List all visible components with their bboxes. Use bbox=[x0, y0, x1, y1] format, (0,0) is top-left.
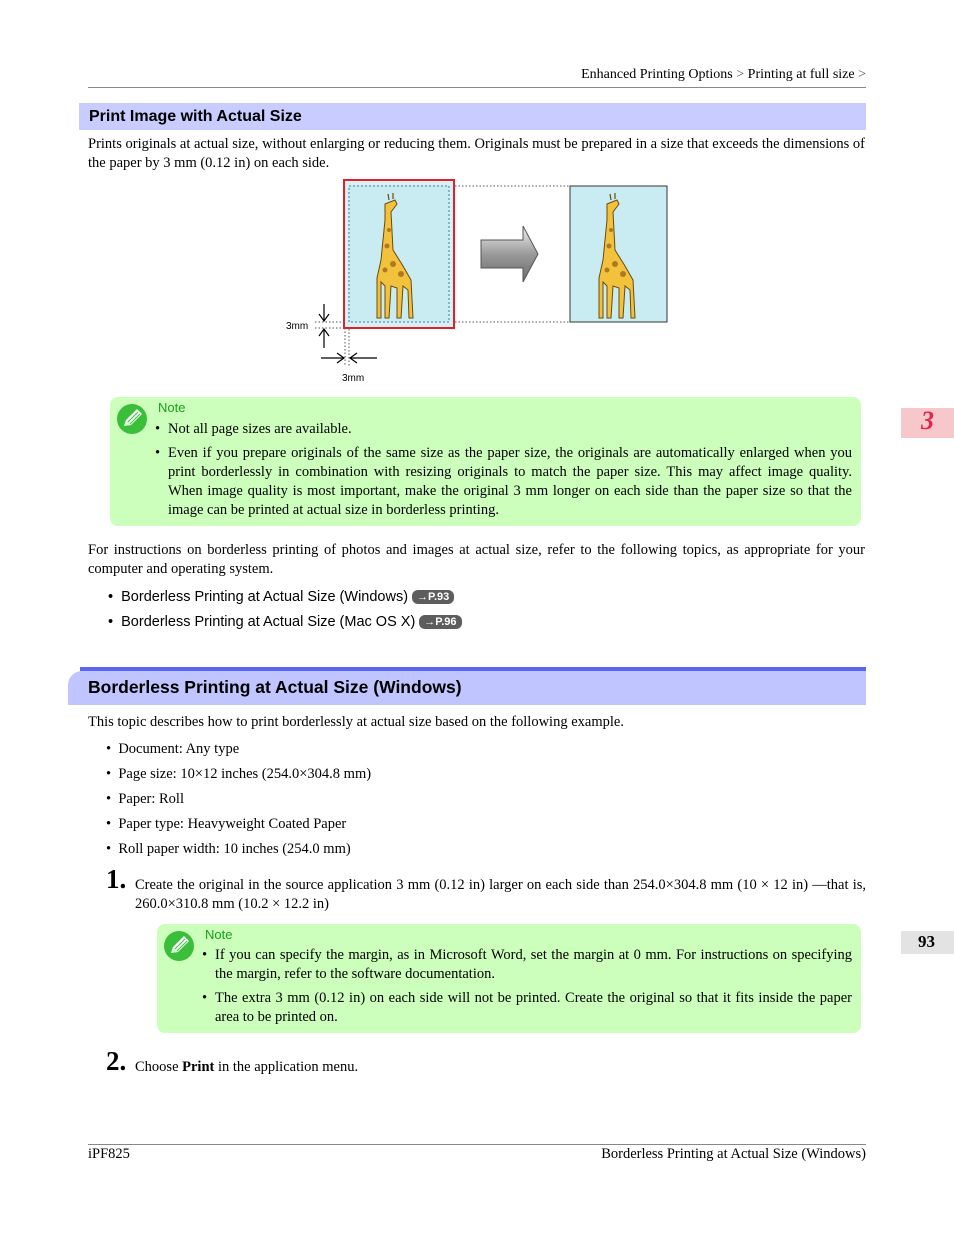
step-1-text: Create the original in the source application 3 mm (0.12 in) larger on each side than 254.0×304.8 mm (10 × 12 in) —that is, 260.0×310.8 mm (10.2 × 12.2 in) bbox=[135, 877, 866, 912]
list-item: • Paper: Roll bbox=[106, 791, 184, 807]
section-header-print-image bbox=[79, 103, 866, 130]
vertical-margin-arrows bbox=[319, 304, 329, 348]
page-number-tab bbox=[901, 931, 954, 954]
note-label: Note bbox=[158, 400, 186, 415]
page-number: 93 bbox=[918, 932, 935, 951]
chapter-number: 3 bbox=[921, 406, 934, 435]
list-item: • Page size: 10×12 inches (254.0×304.8 mm) bbox=[106, 766, 372, 782]
printed-result bbox=[570, 186, 667, 322]
breadcrumb-part-2: Printing at full size bbox=[747, 67, 855, 82]
section2-intro: This topic describes how to print borderlessly at actual size based on the following example. bbox=[88, 714, 624, 730]
note-item-text: If you can specify the margin, as in Microsoft Word, set the margin at 0 mm. For instructions on specifying the margin, refer to the software documentation. bbox=[215, 947, 852, 982]
actual-size-figure bbox=[283, 176, 683, 386]
label-3mm-horizontal: 3mm bbox=[342, 373, 365, 384]
list-item: • Paper type: Heavyweight Coated Paper bbox=[106, 816, 347, 832]
step-1-number: 1. bbox=[106, 864, 127, 894]
note-item-text: Not all page sizes are available. bbox=[168, 421, 352, 437]
note-box-2 bbox=[157, 924, 861, 1033]
step-2-text: Choose Print in the application menu. bbox=[135, 1059, 359, 1075]
header-rule bbox=[88, 87, 866, 88]
link-item-windows[interactable]: • Borderless Printing at Actual Size (Windows) →P.93 bbox=[108, 588, 454, 607]
note-item-text: Even if you prepare originals of the same size as the paper size, the originals are automatically enlarged when you print borderlessly in combination with resizing originals to match the paper size. This may affect image quality. When image quality is most important, make the original 3 mm longer on each side than the paper size so that the image can be printed at actual size in borderless printing. bbox=[168, 445, 852, 518]
chapter-tab[interactable] bbox=[901, 408, 954, 438]
footer-title: Borderless Printing at Actual Size (Windows) bbox=[601, 1146, 866, 1162]
section-header-borderless-windows bbox=[68, 667, 866, 705]
section-intro-paragraph: Prints originals at actual size, without enlarging or reducing them. Originals must be prepared in a size that exceeds the dimensions of the paper by 3 mm (0.12 in) on each side. bbox=[88, 136, 865, 171]
section-title: Borderless Printing at Actual Size (Windows) bbox=[88, 677, 462, 697]
section-title: Print Image with Actual Size bbox=[89, 108, 302, 125]
breadcrumb-separator-2: > bbox=[858, 67, 866, 82]
note-pencil-icon bbox=[163, 930, 195, 962]
footer-model: iPF825 bbox=[88, 1146, 130, 1162]
note-item: • The extra 3 mm (0.12 in) on each side will not be printed. Create the original so that it fits inside the paper area to be printed on. bbox=[202, 990, 852, 1025]
arrow-right-icon bbox=[481, 226, 538, 282]
note-item: • If you can specify the margin, as in Microsoft Word, set the margin at 0 mm. For instructions on specifying the margin, refer to the software documentation. bbox=[202, 947, 852, 982]
list-item: • Roll paper width: 10 inches (254.0 mm) bbox=[106, 841, 351, 857]
step-2-number: 2. bbox=[106, 1046, 127, 1076]
menu-command-print: Print bbox=[182, 1059, 215, 1075]
list-item: • Document: Any type bbox=[106, 741, 240, 757]
footer-rule bbox=[88, 1144, 866, 1145]
note-item: • Even if you prepare originals of the same size as the paper size, the originals are automatically enlarged when you print borderlessly in combination with resizing originals to match the paper size. This may affect image quality. When image quality is most important, make the original 3 mm longer on each side than the paper size so that the image can be printed at actual size in borderless printing. bbox=[155, 445, 852, 518]
label-3mm-vertical: 3mm bbox=[286, 321, 309, 332]
link-item-mac[interactable]: • Borderless Printing at Actual Size (Mac OS X) →P.96 bbox=[108, 613, 462, 632]
note-item-text: The extra 3 mm (0.12 in) on each side will not be printed. Create the original so that it fits inside the paper area to be printed on. bbox=[215, 990, 852, 1025]
link-text[interactable]: Borderless Printing at Actual Size (Windows) bbox=[121, 589, 409, 605]
page-ref-badge[interactable]: →P.96 bbox=[419, 615, 461, 629]
breadcrumb bbox=[581, 67, 866, 83]
note-label: Note bbox=[205, 927, 233, 942]
instructions-paragraph: For instructions on borderless printing of photos and images at actual size, refer to the following topics, as appropriate for your computer and operating system. bbox=[88, 542, 865, 577]
link-text[interactable]: Borderless Printing at Actual Size (Mac OS X) bbox=[121, 614, 416, 630]
note-box-1 bbox=[110, 397, 861, 526]
original-document bbox=[344, 180, 454, 328]
note-pencil-icon bbox=[116, 403, 148, 435]
page-ref-badge[interactable]: →P.93 bbox=[412, 590, 454, 604]
breadcrumb-part-1: Enhanced Printing Options bbox=[581, 67, 733, 82]
note-item: • Not all page sizes are available. bbox=[155, 420, 852, 439]
breadcrumb-separator: > bbox=[736, 67, 745, 82]
